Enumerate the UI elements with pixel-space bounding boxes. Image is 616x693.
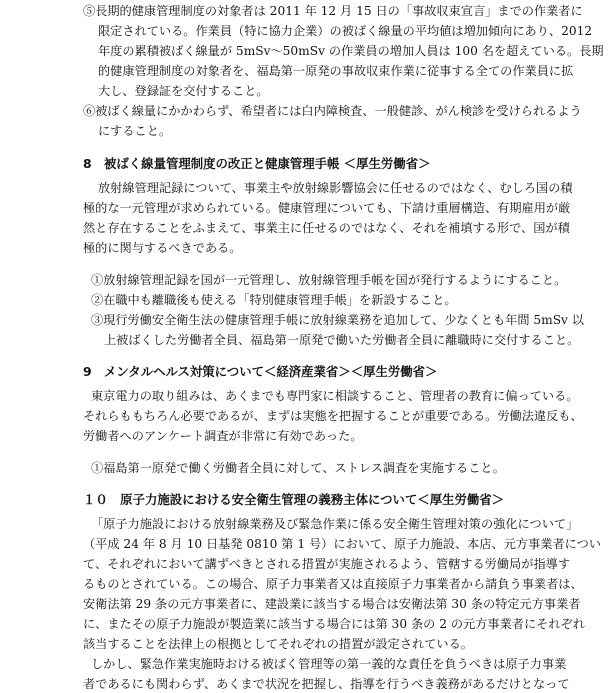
text-line: 該当することを法律上の根拠としてそれぞれの措置が設定されている。: [83, 637, 473, 651]
text-line: 然と存在することをふまえて、事業主に任せるのではなく、それを補填する形で、国が積: [83, 221, 570, 235]
text-line: （平成 24 年 8 月 10 日基発 0810 第 1 号）において、原子力施設、本店、元方事業者につい: [83, 537, 601, 551]
text-line: るものとされている。この場合、原子力事業者又は直接原子力事業者から請負う事業者は、: [83, 577, 583, 591]
text-line: 極的に関与するべきである。: [83, 241, 242, 255]
text-line: 安衛法第 29 条の元方事業者に、建設業に該当する場合は安衛法第 30 条の特定元方事業者: [83, 597, 581, 611]
section-heading: 9 メンタルヘルス対策について＜経済産業省＞＜厚生労働省＞: [83, 364, 438, 379]
text-line: 者であるにも関わらず、あくまで状況を把握し、指導を行うべき義務があるだけとなって: [83, 677, 570, 691]
text-line: に、またその原子力施設が製造業に該当する場合には第 30 条の 2 の元方事業者にそれぞれ: [83, 617, 585, 631]
list-item: ②在職中も離職後も使える「特別健康管理手帳」を新設すること。: [91, 293, 457, 307]
text-line: て、それぞれにおいて講ずべきとされる措置が実施されるよう、管轄する労働局が指導す: [83, 557, 571, 571]
text-line: 年度の累積被ばく線量が 5mSv〜50mSv の作業員の増加人員は 100 名を超えている。長期: [98, 44, 604, 58]
text-line: にすること。: [98, 124, 172, 138]
text-line: それらももちろん必要であるが、まずは実態を把握することが重要である。労働法違反も、: [83, 409, 583, 423]
text-line: 東京電力の取り組みは、あくまでも専門家に相談すること、管理者の教育に偏っている。: [91, 389, 579, 403]
section-heading: １０ 原子力施設における安全衛生管理の義務主体について＜厚生労働省＞: [83, 492, 505, 507]
text-line: ⑤長期的健康管理制度の対象者は 2011 年 12 月 15 日の「事故収束宣言」までの作業者に: [83, 4, 583, 18]
text-line: 放射線管理記録について、事業主や放射線影響協会に任せるのではなく、むしろ国の積: [98, 181, 573, 195]
text-line: 的健康管理制度の対象者を、福島第一原発の事故収束作業に従事する全ての作業員に拡: [98, 64, 574, 78]
list-item: ①放射線管理記録を国が一元管理し、放射線管理手帳を国が発行するようにすること。: [91, 273, 567, 287]
list-item: 上被ばくした労働者全員、福島第一原発で働いた労働者全員に離職時に交付すること。: [104, 333, 580, 347]
section-heading: 8 被ばく線量管理制度の改正と健康管理手帳 ＜厚生労働省＞: [83, 156, 431, 171]
list-item: ①福島第一原発で働く労働者全員に対して、ストレス調査を実施すること。: [91, 461, 505, 475]
text-line: 労働者へのアンケート調査が非常に有効であった。: [83, 429, 363, 443]
text-line: 極的な一元管理が求められている。健康管理についても、下請け重層構造、有期雇用が厳: [83, 201, 571, 215]
text-line: 限定されている。作業員（特に協力企業）の被ばく線量の平均値は増加傾向にあり、2012: [98, 24, 593, 38]
text-line: しかし、緊急作業実施時おける被ばく管理等の第一義的な責任を負うべきは原子力事業: [91, 657, 567, 671]
text-line: ⑥被ばく線量にかかわらず、希望者には白内障検査、一般健診、がん検診を受けられるよう: [83, 104, 582, 118]
text-line: 大し、登録証を交付すること。: [98, 84, 269, 98]
list-item: ③現行労働安全衛生法の健康管理手帳に放射線業務を追加して、少なくとも年間 5mSv 以: [91, 313, 584, 327]
text-line: 「原子力施設における放射線業務及び緊急作業に係る安全衛生管理対策の強化について」: [91, 517, 579, 531]
